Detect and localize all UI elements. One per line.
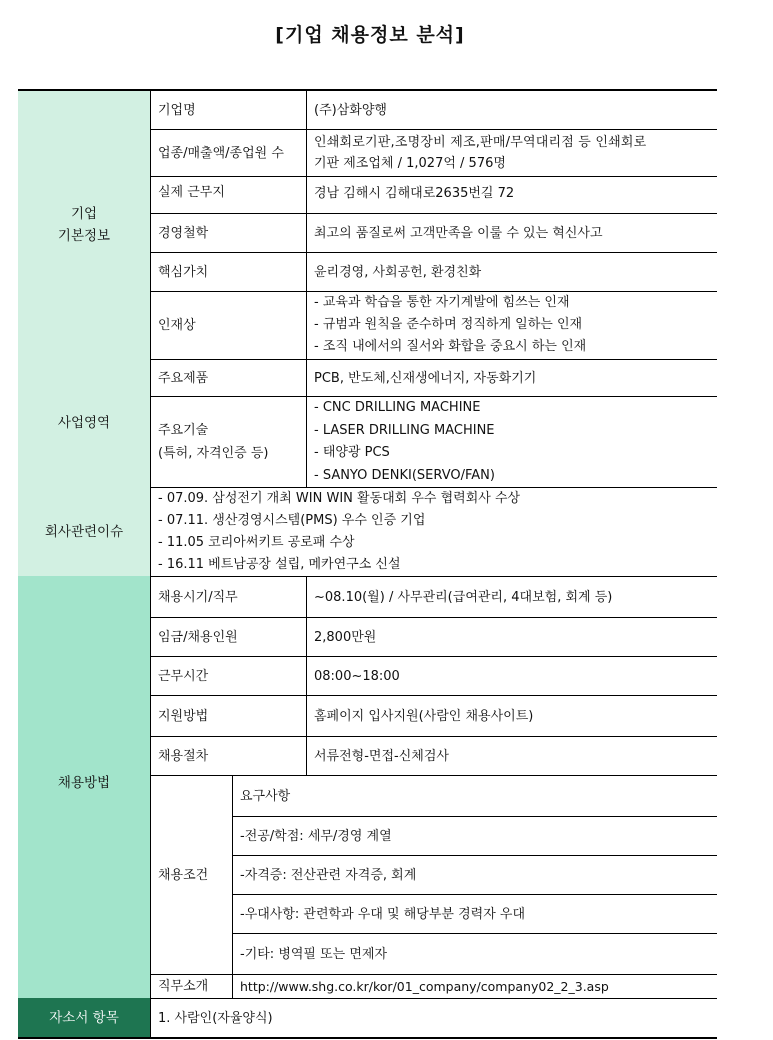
period-value: ~08.10(월) / 사무관리(급여관리, 4대보험, 회계 등) [314,589,613,605]
period-label: 채용시기/직무 [158,589,238,605]
section-essay [18,998,150,1038]
row-divider [232,933,717,934]
conditions-item: -전공/학점: 세무/경영 계열 [240,828,392,844]
section-label: 채용방법 [57,775,111,791]
values-value: 윤리경영, 사회공헌, 환경친화 [314,264,482,280]
row-divider [232,894,717,895]
column-divider [306,90,307,487]
list-item: - CNC DRILLING MACHINE [314,400,481,415]
tech-list [308,397,716,487]
tech-label-line: (특허, 자격인증 등) [158,446,269,461]
section-label: 회사관련이슈 [44,523,124,540]
row-divider [150,695,717,696]
row-divider [232,816,717,817]
apply-value: 홈페이지 입사지원(사람인 채용사이트) [314,708,534,724]
location-value: 경남 김해시 김해대로2635번길 72 [314,185,515,201]
row-divider [150,396,717,397]
salary-label: 임금/채용인원 [158,629,238,645]
apply-label: 지원방법 [158,708,209,724]
row-divider [232,855,717,856]
salary-value: 2,800만원 [314,629,377,645]
row-divider [150,487,717,488]
list-item: - 조직 내에서의 질서와 화합을 중요시 하는 인재 [314,339,587,354]
row-divider [150,252,717,253]
industry-value [308,130,716,176]
list-item: - SANYO DENKI(SERVO/FAN) [314,467,495,483]
company-name-value: (주)삼화양행 [314,102,387,118]
company-name-label: 기업명 [158,102,196,118]
table-border-bottom [18,1037,717,1039]
list-item: - 11.05 코리아써키트 공로패 수상 [158,535,355,550]
page-title: [기업 채용정보 분석] [275,24,465,46]
section-label: 사업영역 [57,415,111,431]
tech-label [152,397,304,487]
column-divider [150,90,151,1039]
section-label: 기업 기본정보 [57,205,111,244]
row-divider [150,974,717,975]
industry-value-line: 기판 제조업체 / 1,027억 / 576명 [314,156,506,171]
values-label: 핵심가치 [158,264,209,280]
industry-label: 업종/매출액/종업원 수 [158,145,284,161]
row-divider [150,213,717,214]
section-company-basic [18,90,150,359]
list-item: - 규범과 원칙을 준수하며 정직하게 일하는 인재 [314,317,583,332]
column-divider [232,776,233,998]
issues-list [152,488,716,576]
section-hiring [18,576,150,998]
row-divider [150,129,717,130]
hours-value: 08:00~18:00 [314,668,400,684]
talent-list [308,291,716,359]
list-item: - 16.11 베트남공장 설립, 메카연구소 신설 [158,557,401,572]
list-item: - 태양광 PCS [314,445,390,460]
process-value: 서류전형-면접-신체검사 [314,748,449,764]
list-item: - 교육과 학습을 통한 자기계발에 힘쓰는 인재 [314,295,570,310]
conditions-item: 요구사항 [240,788,291,804]
list-item: - LASER DRILLING MACHINE [314,422,495,438]
row-divider [150,359,717,360]
conditions-item: -자격증: 전산관련 자격증, 회계 [240,867,417,883]
section-issues [18,487,150,576]
column-divider [306,576,307,776]
section-business [18,359,150,487]
section-label: 자소서 항목 [49,1010,119,1026]
products-value: PCB, 반도체,신재생에너지, 자동화기기 [314,370,537,386]
row-divider [150,775,717,776]
row-divider [150,617,717,618]
essay-value: 1. 사람인(자율양식) [158,1010,273,1026]
process-label: 채용절차 [158,748,209,764]
row-divider [150,576,717,577]
job-intro-label: 직무소개 [158,979,209,994]
conditions-item: -기타: 병역필 또는 면제자 [240,946,388,962]
list-item: - 07.09. 삼성전기 개최 WIN WIN 활동대회 우수 협력회사 수상 [158,491,521,506]
tech-label-line: 주요기술 [158,423,209,438]
hours-label: 근무시간 [158,668,209,684]
conditions-item: -우대사항: 관련학과 우대 및 해당부분 경력자 우대 [240,906,526,922]
row-divider [150,998,717,999]
table-border-top [18,89,717,91]
job-intro-link[interactable]: http://www.shg.co.kr/kor/01_company/company02_2_3.asp [240,979,609,994]
row-divider [150,291,717,292]
list-item: - 07.11. 생산경영시스템(PMS) 우수 인증 기업 [158,513,426,528]
talent-label: 인재상 [158,317,196,333]
row-divider [150,736,717,737]
row-divider [150,176,717,177]
philosophy-value: 최고의 품질로써 고객만족을 이룰 수 있는 혁신사고 [314,225,603,241]
location-label: 실제 근무지 [158,185,225,200]
products-label: 주요제품 [158,370,209,386]
conditions-label: 채용조건 [158,867,209,883]
industry-value-line: 인쇄회로기판,조명장비 제조,판매/무역대리점 등 인쇄회로 [314,135,647,150]
row-divider [150,656,717,657]
philosophy-label: 경영철학 [158,225,209,241]
